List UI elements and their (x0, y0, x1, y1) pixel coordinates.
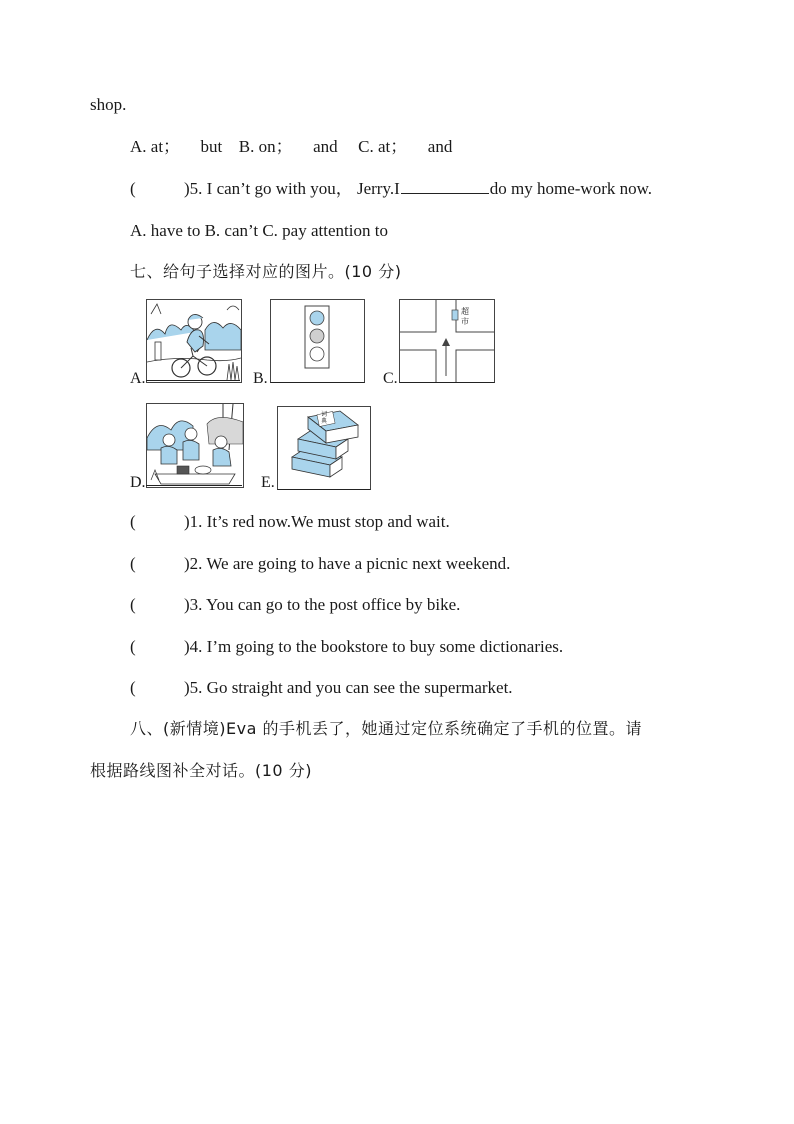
picnic-illustration (147, 404, 243, 487)
dictionary-spine-label: 词典 (321, 411, 328, 425)
option-label-b: B. (253, 370, 268, 387)
item-text: )5. Go straight and you can see the supermarket. (184, 678, 513, 697)
section-7-title: 七、给句子选择对应的图片。(10 分) (130, 262, 402, 281)
option-c: C. at； (358, 137, 408, 156)
option-label-d: D. (130, 474, 146, 491)
section-7-item-5 (130, 677, 513, 699)
section-7-item-1 (130, 511, 450, 533)
question-5-options: A. have to B. can’t C. pay attention to (130, 221, 388, 240)
picture-b-traffic-light (270, 299, 365, 383)
item-text: )3. You can go to the post office by bike. (184, 595, 461, 614)
section-8-title-line-2: 根据路线图补全对话。(10 分) (90, 761, 312, 780)
option-label-a: A. (130, 370, 146, 387)
option-b-word: and (313, 137, 338, 156)
answer-line-d[interactable] (146, 485, 242, 486)
option-b: B. on； (238, 137, 293, 156)
option-c-word: and (427, 137, 453, 156)
option-a-word: but (200, 137, 223, 156)
traffic-light-icon (271, 300, 364, 382)
question-5-text-end: do my home-work now. (489, 179, 653, 198)
section-8-title-line-1: 八、(新情境)Eva 的手机丢了，她通过定位系统确定了手机的位置。请 (130, 719, 642, 738)
item-text: )2. We are going to have a picnic next weekend. (184, 554, 511, 573)
option-label-e: E. (261, 474, 275, 491)
answer-line-a[interactable] (146, 380, 240, 381)
section-7-item-2 (130, 553, 510, 575)
picture-d-picnic (146, 403, 244, 488)
answer-blank[interactable] (401, 178, 489, 194)
section-7-item-4 (130, 636, 563, 658)
picture-a-cycling (146, 299, 242, 383)
picture-c-street-map (399, 299, 495, 383)
answer-paren[interactable]: ( (130, 512, 136, 531)
picture-e-dictionaries (277, 406, 371, 490)
item-text: )4. I’m going to the bookstore to buy some dictionaries. (184, 637, 564, 656)
option-a: A. at； (130, 137, 181, 156)
question-5 (130, 178, 652, 200)
continuation-text: shop. (90, 95, 127, 114)
item-text: )1. It’s red now.We must stop and wait. (184, 512, 450, 531)
intersection-map-icon (400, 300, 494, 382)
prev-question-options (130, 136, 452, 158)
cyclist-illustration (147, 300, 241, 382)
answer-paren[interactable]: ( (130, 637, 136, 656)
supermarket-sign: 超市 (461, 307, 469, 326)
question-5-text: )5. I can’t go with you， Jerry.I (184, 179, 400, 198)
option-label-c: C. (383, 370, 398, 387)
answer-paren[interactable]: ( (130, 554, 136, 573)
answer-paren: ( (130, 179, 136, 198)
section-7-item-3 (130, 594, 460, 616)
answer-paren[interactable]: ( (130, 595, 136, 614)
answer-paren[interactable]: ( (130, 678, 136, 697)
